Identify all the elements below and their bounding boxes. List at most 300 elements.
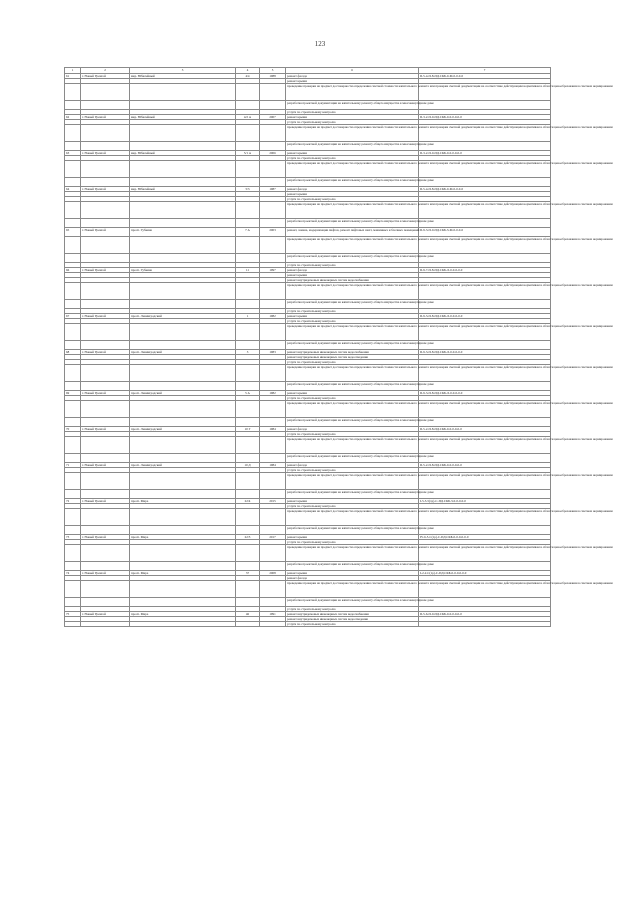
street-cell bbox=[130, 237, 236, 254]
code-cell: II-5-6-П-0-ПД.СКБ-0-0-0-0-0-0 bbox=[419, 612, 551, 617]
work-type-cell: проведение проверки на предмет достоверности определения сметной стоимости капитального ремонта или проверки сметной документации на соответствие действующим нормативам в области ценообразования в сметном нормировании bbox=[286, 84, 419, 101]
code-cell bbox=[419, 178, 551, 187]
street-cell bbox=[130, 581, 236, 598]
house-cell bbox=[236, 581, 260, 598]
row-number-cell bbox=[65, 526, 81, 535]
city-cell bbox=[81, 283, 130, 300]
row-number-cell bbox=[65, 101, 81, 110]
code-cell: I-2-2-С(1р)-С-ПД.СКБ-0-0-0-0-0-0 bbox=[419, 571, 551, 576]
code-cell bbox=[419, 219, 551, 228]
house-cell bbox=[236, 401, 260, 418]
house-cell: 22/5 bbox=[236, 535, 260, 540]
table-body bbox=[65, 74, 613, 627]
row-number-cell bbox=[65, 382, 81, 391]
house-cell bbox=[236, 237, 260, 254]
work-type-cell: ремонт крыши bbox=[286, 535, 419, 540]
work-type-cell: проведение проверки на предмет достоверности определения сметной стоимости капитального ремонта или проверки сметной документации на соответствие действующим нормативам в области ценообразования в сметном нормировании bbox=[286, 473, 419, 490]
table-row bbox=[65, 545, 551, 562]
table-row bbox=[65, 84, 551, 101]
row-number-cell: 67 bbox=[65, 314, 81, 319]
year-cell bbox=[260, 365, 286, 382]
street-cell bbox=[130, 125, 236, 142]
row-number-cell bbox=[65, 473, 81, 490]
city-cell bbox=[81, 219, 130, 228]
work-type-cell: разработка проектной документации на капитальному ремонту общего имущества в многоквартирном доме bbox=[286, 254, 419, 263]
house-cell: 5/3 bbox=[236, 187, 260, 192]
table-row bbox=[65, 401, 551, 418]
house-cell bbox=[236, 526, 260, 535]
year-cell bbox=[260, 382, 286, 391]
work-type-cell: разработка проектной документации на капитальному ремонту общего имущества в многоквартирном доме bbox=[286, 219, 419, 228]
street-cell: мкр. Юбилейный bbox=[130, 74, 236, 79]
house-cell: 4/2 А bbox=[236, 115, 260, 120]
column-header: 5 bbox=[260, 68, 286, 74]
year-cell: 1984 bbox=[260, 463, 286, 468]
table-row bbox=[65, 101, 551, 110]
work-type-cell: проведение проверки на предмет достоверности определения сметной стоимости капитального ремонта или проверки сметной документации на соответствие действующим нормативам в области ценообразования в сметном нормировании bbox=[286, 401, 419, 418]
street-cell bbox=[130, 473, 236, 490]
work-type-cell: услуги по строительному контролю bbox=[286, 432, 419, 437]
work-type-cell: проведение проверки на предмет достоверности определения сметной стоимости капитального ремонта или проверки сметной документации на соответствие действующим нормативам в области ценообразования в сметном нормировании bbox=[286, 125, 419, 142]
year-cell: 2003 bbox=[260, 228, 286, 237]
city-cell: г. Новый Уренгой bbox=[81, 187, 130, 192]
row-number-cell bbox=[65, 418, 81, 427]
house-cell bbox=[236, 509, 260, 526]
city-cell bbox=[81, 324, 130, 341]
work-type-cell: услуги по строительному контролю bbox=[286, 504, 419, 509]
street-cell bbox=[130, 161, 236, 178]
year-cell bbox=[260, 84, 286, 101]
house-cell bbox=[236, 562, 260, 571]
year-cell bbox=[260, 562, 286, 571]
street-cell bbox=[130, 101, 236, 110]
work-type-cell: проведение проверки на предмет достоверности определения сметной стоимости капитального ремонта или проверки сметной документации на соответствие действующим нормативам в области ценообразования в сметном нормировании bbox=[286, 237, 419, 254]
house-cell: 3 bbox=[236, 350, 260, 355]
row-number-cell bbox=[65, 202, 81, 219]
work-type-cell: разработка проектной документации на капитальному ремонту общего имущества в многоквартирном доме bbox=[286, 142, 419, 151]
work-type-cell: проведение проверки на предмет достоверности определения сметной стоимости капитального ремонта или проверки сметной документации на соответствие действующим нормативам в области ценообразования в сметном нормировании bbox=[286, 545, 419, 562]
house-cell bbox=[236, 219, 260, 228]
code-cell bbox=[419, 598, 551, 607]
street-cell bbox=[130, 490, 236, 499]
row-number-cell bbox=[65, 365, 81, 382]
work-type-cell: услуги по строительному контролю bbox=[286, 622, 419, 627]
city-cell bbox=[81, 341, 130, 350]
street-cell bbox=[130, 254, 236, 263]
street-cell: просп. Мира bbox=[130, 499, 236, 504]
city-cell bbox=[81, 509, 130, 526]
city-cell bbox=[81, 526, 130, 535]
work-type-cell: ремонт крыши bbox=[286, 192, 419, 197]
city-cell bbox=[81, 161, 130, 178]
city-cell: г. Новый Уренгой bbox=[81, 350, 130, 355]
table-row bbox=[65, 228, 551, 237]
street-cell: просп. Ленинградский bbox=[130, 350, 236, 355]
code-cell: II-9-3-П-8-ПД.СКБ-Л-0-0-0-0-0 bbox=[419, 350, 551, 355]
work-type-cell: разработка проектной документации на капитальному ремонту общего имущества в многоквартирном доме bbox=[286, 562, 419, 571]
code-cell bbox=[419, 418, 551, 427]
table-row bbox=[65, 365, 551, 382]
street-cell bbox=[130, 324, 236, 341]
code-cell bbox=[419, 622, 551, 627]
street-cell bbox=[130, 142, 236, 151]
street-cell: мкр. Юбилейный bbox=[130, 151, 236, 156]
code-cell bbox=[419, 382, 551, 391]
house-cell bbox=[236, 254, 260, 263]
year-cell bbox=[260, 526, 286, 535]
house-cell bbox=[236, 365, 260, 382]
year-cell bbox=[260, 101, 286, 110]
code-cell: II-9-7-П-8-ПД.СКБ-Л-0-0-0-0-0 bbox=[419, 268, 551, 273]
street-cell bbox=[130, 300, 236, 309]
work-type-cell: ремонт крыши bbox=[286, 151, 419, 156]
year-cell bbox=[260, 300, 286, 309]
city-cell bbox=[81, 418, 130, 427]
year-cell bbox=[260, 142, 286, 151]
work-type-cell: услуги по строительному контролю bbox=[286, 197, 419, 202]
year-cell bbox=[260, 254, 286, 263]
street-cell: мкр. Юбилейный bbox=[130, 115, 236, 120]
code-cell: II-9-3-П-0-ПД.СКБ-З-М-0-0-0-0 bbox=[419, 228, 551, 237]
house-cell bbox=[236, 545, 260, 562]
house-cell bbox=[236, 202, 260, 219]
work-type-cell: услуги по строительному контролю bbox=[286, 110, 419, 115]
code-cell bbox=[419, 526, 551, 535]
row-number-cell bbox=[65, 622, 81, 627]
table-row bbox=[65, 283, 551, 300]
row-number-cell bbox=[65, 598, 81, 607]
year-cell bbox=[260, 341, 286, 350]
city-cell: г. Новый Уренгой bbox=[81, 74, 130, 79]
code-cell: II-3-2-П-0-ПД.СКБ-0-0-0-0-0-0 bbox=[419, 151, 551, 156]
column-header: 4 bbox=[236, 68, 260, 74]
house-cell bbox=[236, 341, 260, 350]
row-number-cell bbox=[65, 142, 81, 151]
column-header: 3 bbox=[130, 68, 236, 74]
code-cell: II-3-2-П-0-ПД.СКБ-0-0-0-0-0-0 bbox=[419, 115, 551, 120]
street-cell bbox=[130, 283, 236, 300]
work-type-cell: ремонт крыши bbox=[286, 273, 419, 278]
street-cell: просп. Ленинградский bbox=[130, 463, 236, 468]
city-cell bbox=[81, 202, 130, 219]
street-cell bbox=[130, 545, 236, 562]
work-type-cell: ремонт фасада bbox=[286, 427, 419, 432]
table-row bbox=[65, 509, 551, 526]
house-cell bbox=[236, 490, 260, 499]
work-type-cell: ремонт фасада bbox=[286, 268, 419, 273]
code-cell bbox=[419, 490, 551, 499]
table-row bbox=[65, 581, 551, 598]
work-type-cell: ремонт внутридомовых инженерных систем водоснабжения bbox=[286, 350, 419, 355]
table-row bbox=[65, 473, 551, 490]
house-cell: 1 bbox=[236, 314, 260, 319]
row-number-cell bbox=[65, 219, 81, 228]
year-cell: 1988 bbox=[260, 74, 286, 79]
city-cell bbox=[81, 473, 130, 490]
code-cell bbox=[419, 454, 551, 463]
row-number-cell: 65 bbox=[65, 228, 81, 237]
row-number-cell: 61 bbox=[65, 74, 81, 79]
row-number-cell bbox=[65, 490, 81, 499]
work-type-cell: проведение проверки на предмет достоверности определения сметной стоимости капитального ремонта или проверки сметной документации на соответствие действующим нормативам в области ценообразования в сметном нормировании bbox=[286, 365, 419, 382]
house-cell bbox=[236, 437, 260, 454]
work-type-cell: услуги по строительному контролю bbox=[286, 319, 419, 324]
city-cell: г. Новый Уренгой bbox=[81, 499, 130, 504]
work-type-cell: разработка проектной документации на капитальному ремонту общего имущества в многоквартирном доме bbox=[286, 598, 419, 607]
work-type-cell: ремонт крыши bbox=[286, 314, 419, 319]
row-number-cell bbox=[65, 125, 81, 142]
city-cell bbox=[81, 454, 130, 463]
city-cell bbox=[81, 545, 130, 562]
row-number-cell: 69 bbox=[65, 391, 81, 396]
year-cell: 2008 bbox=[260, 571, 286, 576]
row-number-cell bbox=[65, 562, 81, 571]
work-type-cell: ремонт крыши bbox=[286, 115, 419, 120]
table-row bbox=[65, 598, 551, 607]
code-cell: II-5-4-П-8-ПД.СКБ-0-М-0-0-0-0 bbox=[419, 187, 551, 192]
table-row bbox=[65, 622, 551, 627]
table-row bbox=[65, 437, 551, 454]
work-type-cell: ремонт фасада bbox=[286, 463, 419, 468]
work-type-cell: разработка проектной документации на капитальному ремонту общего имущества в многоквартирном доме bbox=[286, 490, 419, 499]
work-type-cell: ремонт внутридомовых инженерных систем водоснабжения bbox=[286, 612, 419, 617]
table-row bbox=[65, 254, 551, 263]
year-cell bbox=[260, 324, 286, 341]
house-cell bbox=[236, 382, 260, 391]
capital-repair-table bbox=[64, 67, 613, 627]
street-cell: просп. Мира bbox=[130, 535, 236, 540]
house-cell bbox=[236, 300, 260, 309]
year-cell bbox=[260, 490, 286, 499]
row-number-cell: 73 bbox=[65, 535, 81, 540]
year-cell bbox=[260, 202, 286, 219]
year-cell bbox=[260, 437, 286, 454]
work-type-cell: проведение проверки на предмет достоверности определения сметной стоимости капитального ремонта или проверки сметной документации на соответствие действующим нормативам в области ценообразования в сметном нормировании bbox=[286, 202, 419, 219]
house-cell bbox=[236, 454, 260, 463]
row-number-cell bbox=[65, 545, 81, 562]
row-number-cell: 63 bbox=[65, 151, 81, 156]
street-cell bbox=[130, 418, 236, 427]
work-type-cell: проведение проверки на предмет достоверности определения сметной стоимости капитального ремонта или проверки сметной документации на соответствие действующим нормативам в области ценообразования в сметном нормировании bbox=[286, 161, 419, 178]
city-cell bbox=[81, 490, 130, 499]
city-cell bbox=[81, 562, 130, 571]
row-number-cell bbox=[65, 254, 81, 263]
row-number-cell: 64 bbox=[65, 187, 81, 192]
column-header: 7 bbox=[419, 68, 551, 74]
year-cell bbox=[260, 598, 286, 607]
year-cell: 1982 bbox=[260, 314, 286, 319]
city-cell bbox=[81, 178, 130, 187]
city-cell bbox=[81, 401, 130, 418]
city-cell: г. Новый Уренгой bbox=[81, 427, 130, 432]
row-number-cell: 62 bbox=[65, 115, 81, 120]
year-cell bbox=[260, 178, 286, 187]
city-cell bbox=[81, 84, 130, 101]
table-row bbox=[65, 161, 551, 178]
city-cell bbox=[81, 437, 130, 454]
city-cell: г. Новый Уренгой bbox=[81, 268, 130, 273]
street-cell bbox=[130, 562, 236, 571]
street-cell: просп. Ленинградский bbox=[130, 314, 236, 319]
column-header: 1 bbox=[65, 68, 81, 74]
year-cell bbox=[260, 418, 286, 427]
city-cell bbox=[81, 382, 130, 391]
house-cell bbox=[236, 125, 260, 142]
street-cell bbox=[130, 454, 236, 463]
street-cell: мкр. Юбилейный bbox=[130, 187, 236, 192]
row-number-cell: 66 bbox=[65, 268, 81, 273]
year-cell: 1991 bbox=[260, 612, 286, 617]
code-cell: II-5-2-П-8-ПД.СКБ-0-0-0-0-0-0 bbox=[419, 463, 551, 468]
city-cell bbox=[81, 142, 130, 151]
work-type-cell: ремонт крыши bbox=[286, 571, 419, 576]
street-cell bbox=[130, 437, 236, 454]
house-cell: 11 bbox=[236, 268, 260, 273]
table-row bbox=[65, 142, 551, 151]
house-cell: 10 Д bbox=[236, 463, 260, 468]
city-cell: г. Новый Уренгой bbox=[81, 612, 130, 617]
row-number-cell bbox=[65, 300, 81, 309]
house-cell: 5/1 А bbox=[236, 151, 260, 156]
row-number-cell bbox=[65, 401, 81, 418]
street-cell: просп. Мира bbox=[130, 571, 236, 576]
year-cell bbox=[260, 161, 286, 178]
work-type-cell: услуги по строительному контролю bbox=[286, 120, 419, 125]
year-cell bbox=[260, 545, 286, 562]
table-row bbox=[65, 341, 551, 350]
row-number-cell bbox=[65, 283, 81, 300]
table-row bbox=[65, 382, 551, 391]
year-cell bbox=[260, 401, 286, 418]
table-row bbox=[65, 324, 551, 341]
work-type-cell: ремонт фасада bbox=[286, 576, 419, 581]
street-cell: просп. Ленинградский bbox=[130, 427, 236, 432]
year-cell: 1982 bbox=[260, 391, 286, 396]
house-cell bbox=[236, 324, 260, 341]
city-cell: г. Новый Уренгой bbox=[81, 314, 130, 319]
street-cell bbox=[130, 202, 236, 219]
year-cell: 2017 bbox=[260, 535, 286, 540]
column-header: 6 bbox=[286, 68, 419, 74]
work-type-cell: разработка проектной документации на капитальному ремонту общего имущества в многоквартирном доме bbox=[286, 101, 419, 110]
code-cell: II-9-3-П-8-ПД.СКБ-Л-0-0-0-0-0 bbox=[419, 314, 551, 319]
city-cell bbox=[81, 125, 130, 142]
year-cell bbox=[260, 581, 286, 598]
work-type-cell: проведение проверки на предмет достоверности определения сметной стоимости капитального ремонта или проверки сметной документации на соответствие действующим нормативам в области ценообразования в сметном нормировании bbox=[286, 581, 419, 598]
page-number: 123 bbox=[314, 40, 326, 48]
city-cell bbox=[81, 365, 130, 382]
work-type-cell: ремонт внутридомовых инженерных систем водоотведения bbox=[286, 355, 419, 360]
row-number-cell bbox=[65, 237, 81, 254]
work-type-cell: услуги по строительному контролю bbox=[286, 468, 419, 473]
year-cell bbox=[260, 125, 286, 142]
row-number-cell: 75 bbox=[65, 612, 81, 617]
table-row bbox=[65, 454, 551, 463]
year-cell bbox=[260, 509, 286, 526]
street-cell: просп. Мира bbox=[130, 612, 236, 617]
table-row bbox=[65, 490, 551, 499]
year-cell bbox=[260, 622, 286, 627]
work-type-cell: ремонт крыши bbox=[286, 79, 419, 84]
row-number-cell: 72 bbox=[65, 499, 81, 504]
city-cell: г. Новый Уренгой bbox=[81, 228, 130, 237]
table-row bbox=[65, 526, 551, 535]
row-number-cell bbox=[65, 84, 81, 101]
house-cell: 5 А bbox=[236, 391, 260, 396]
city-cell: г. Новый Уренгой bbox=[81, 463, 130, 468]
street-cell: просп. Губкина bbox=[130, 268, 236, 273]
work-type-cell: ремонт, замена, модернизация лифтов, ремонт лифтовых шахт, машинных и блочных помещений bbox=[286, 228, 419, 237]
row-number-cell bbox=[65, 437, 81, 454]
work-type-cell: разработка проектной документации на капитальному ремонту общего имущества в многоквартирном доме bbox=[286, 454, 419, 463]
house-cell bbox=[236, 473, 260, 490]
work-type-cell: проведение проверки на предмет достоверности определения сметной стоимости капитального ремонта или проверки сметной документации на соответствие действующим нормативам в области ценообразования в сметном нормировании bbox=[286, 324, 419, 341]
table-row bbox=[65, 562, 551, 571]
work-type-cell: услуги по строительному контролю bbox=[286, 607, 419, 612]
city-cell bbox=[81, 598, 130, 607]
work-type-cell: услуги по строительному контролю bbox=[286, 263, 419, 268]
row-number-cell bbox=[65, 454, 81, 463]
year-cell: 2007 bbox=[260, 115, 286, 120]
work-type-cell: ремонт внутридомовых инженерных систем водоотведения bbox=[286, 617, 419, 622]
year-cell bbox=[260, 473, 286, 490]
house-cell: 7 А bbox=[236, 228, 260, 237]
table-row bbox=[65, 219, 551, 228]
row-number-cell: 71 bbox=[65, 463, 81, 468]
house-cell bbox=[236, 598, 260, 607]
year-cell: 1983 bbox=[260, 350, 286, 355]
row-number-cell bbox=[65, 581, 81, 598]
year-cell: 2015 bbox=[260, 499, 286, 504]
street-cell bbox=[130, 341, 236, 350]
code-cell bbox=[419, 341, 551, 350]
street-cell bbox=[130, 219, 236, 228]
street-cell bbox=[130, 178, 236, 187]
city-cell bbox=[81, 622, 130, 627]
house-cell: 10 Г bbox=[236, 427, 260, 432]
street-cell bbox=[130, 509, 236, 526]
row-number-cell bbox=[65, 341, 81, 350]
table-row bbox=[65, 125, 551, 142]
table-row bbox=[65, 418, 551, 427]
house-cell bbox=[236, 161, 260, 178]
work-type-cell: ремонт внутридомовых инженерных систем водоснабжения bbox=[286, 278, 419, 283]
year-cell bbox=[260, 454, 286, 463]
year-cell bbox=[260, 237, 286, 254]
work-type-cell: услуги по строительному контролю bbox=[286, 360, 419, 365]
work-type-cell: проведение проверки на предмет достоверности определения сметной стоимости капитального ремонта или проверки сметной документации на соответствие действующим нормативам в области ценообразования в сметном нормировании bbox=[286, 509, 419, 526]
work-type-cell: ремонт фасада bbox=[286, 74, 419, 79]
city-cell: г. Новый Уренгой bbox=[81, 151, 130, 156]
row-number-cell bbox=[65, 509, 81, 526]
row-number-cell bbox=[65, 178, 81, 187]
work-type-cell: услуги по строительному контролю bbox=[286, 540, 419, 545]
city-cell: г. Новый Уренгой bbox=[81, 115, 130, 120]
row-number-cell bbox=[65, 324, 81, 341]
table-row bbox=[65, 237, 551, 254]
city-cell bbox=[81, 254, 130, 263]
year-cell bbox=[260, 283, 286, 300]
work-type-cell: ремонт фасада bbox=[286, 187, 419, 192]
street-cell bbox=[130, 382, 236, 391]
house-cell: 22/4 bbox=[236, 499, 260, 504]
street-cell: просп. Ленинградский bbox=[130, 391, 236, 396]
street-cell: просп. Губкина bbox=[130, 228, 236, 237]
house-cell: 46 bbox=[236, 612, 260, 617]
house-cell bbox=[236, 101, 260, 110]
city-cell: г. Новый Уренгой bbox=[81, 571, 130, 576]
row-number-cell bbox=[65, 161, 81, 178]
